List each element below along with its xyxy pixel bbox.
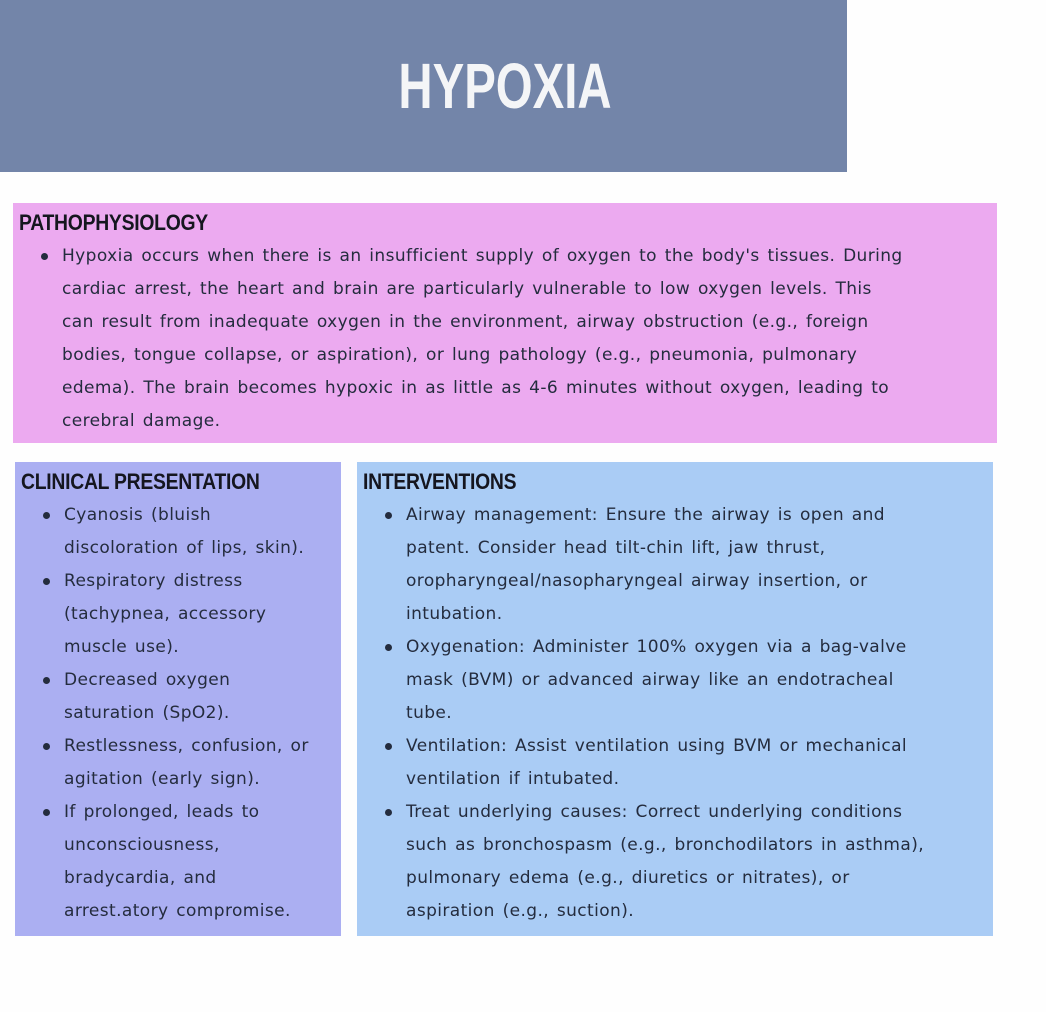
text-line: cerebral damage. [62, 411, 221, 431]
text-line: aspiration (e.g., suction). [406, 901, 635, 921]
interventions-list [357, 499, 993, 928]
pathophysiology-list [13, 240, 997, 438]
bullet-item [43, 664, 341, 730]
bullet-item [43, 499, 341, 565]
clinical-presentation-heading: CLINICAL PRESENTATION [21, 469, 260, 494]
text-line: bradycardia, and [64, 868, 217, 888]
bullet-item [43, 565, 341, 664]
text-line: muscle use). [64, 637, 180, 657]
bullet-item [41, 240, 997, 438]
text-line: can result from inadequate oxygen in the environment, airway obstruction (e.g., foreign [62, 312, 869, 332]
bullet-item [385, 730, 993, 796]
text-line: arrest.atory compromise. [64, 901, 291, 921]
text-line: discoloration of lips, skin). [64, 538, 305, 558]
text-line: edema). The brain becomes hypoxic in as little as 4-6 minutes without oxygen, leading to [62, 378, 890, 398]
bullet-item [385, 499, 993, 631]
text-line: Airway management: Ensure the airway is open and [406, 505, 885, 525]
text-line: saturation (SpO2). [64, 703, 230, 723]
text-line: patent. Consider head tilt-chin lift, jaw thrust, [406, 538, 826, 558]
text-line: Restlessness, confusion, or [64, 736, 309, 756]
text-line: mask (BVM) or advanced airway like an endotracheal [406, 670, 894, 690]
text-line: agitation (early sign). [64, 769, 261, 789]
text-line: pulmonary edema (e.g., diuretics or nitrates), or [406, 868, 850, 888]
text-line: oropharyngeal/nasopharyngeal airway insertion, or [406, 571, 868, 591]
section-clinical-presentation [15, 462, 341, 936]
text-line: Hypoxia occurs when there is an insufficient supply of oxygen to the body's tissues. During [62, 246, 903, 266]
bullet-item [385, 631, 993, 730]
bullet-item [43, 796, 341, 928]
text-line: cardiac arrest, the heart and brain are particularly vulnerable to low oxygen levels. This [62, 279, 872, 299]
section-interventions [357, 462, 993, 936]
text-line: If prolonged, leads to [64, 802, 260, 822]
interventions-heading: INTERVENTIONS [363, 469, 517, 494]
text-line: such as bronchospasm (e.g., bronchodilators in asthma), [406, 835, 925, 855]
text-line: unconsciousness, [64, 835, 220, 855]
text-line: bodies, tongue collapse, or aspiration), or lung pathology (e.g., pneumonia, pulmonary [62, 345, 858, 365]
pathophysiology-heading: PATHOPHYSIOLOGY [19, 210, 208, 235]
text-line: tube. [406, 703, 453, 723]
clinical-presentation-list [15, 499, 341, 928]
text-line: ventilation if intubated. [406, 769, 620, 789]
text-line: intubation. [406, 604, 503, 624]
header-banner [0, 0, 847, 172]
section-pathophysiology [13, 203, 997, 443]
text-line: Oxygenation: Administer 100% oxygen via a bag-valve [406, 637, 907, 657]
text-line: Treat underlying causes: Correct underlying conditions [406, 802, 903, 822]
text-line: (tachypnea, accessory [64, 604, 267, 624]
text-line: Cyanosis (bluish [64, 505, 212, 525]
text-line: Respiratory distress [64, 571, 243, 591]
text-line: Decreased oxygen [64, 670, 231, 690]
bullet-item [43, 730, 341, 796]
bullet-item [385, 796, 993, 928]
text-line: Ventilation: Assist ventilation using BVM or mechanical [406, 736, 908, 756]
page-title: HYPOXIA [398, 50, 612, 122]
